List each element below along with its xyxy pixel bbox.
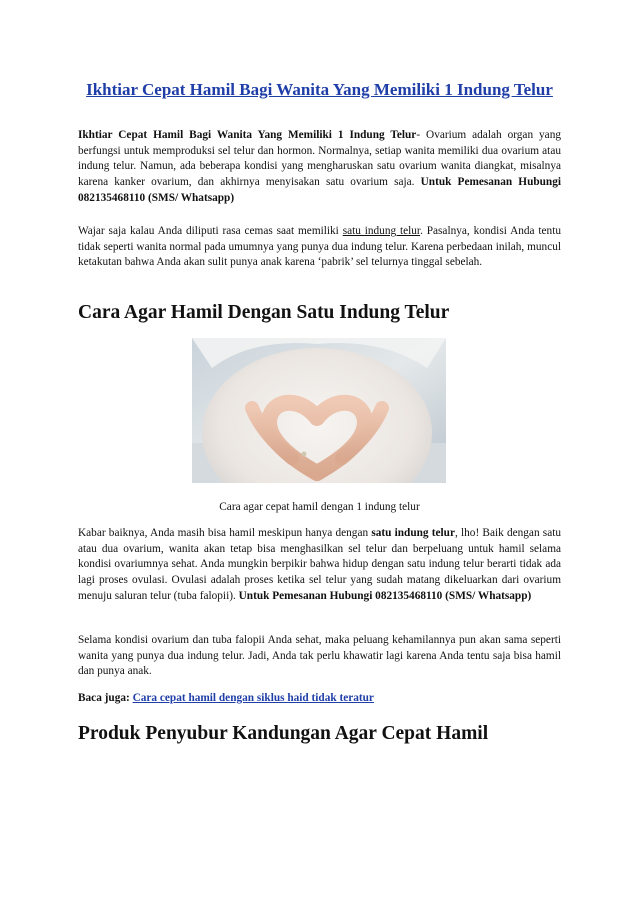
intro-order-info: Untuk Pemesanan Hubungi 082135468110 (SMS/ Whatsapp) <box>78 176 562 204</box>
paragraph-4: Selama kondisi ovarium dan tuba falopii Anda sehat, maka peluang kehamilannya pun akan sama seperti wanita yang punya dua indung telur. Jadi, Anda tak perlu khawatir lagi karena Anda tentu saja bisa hamil dan punya anak. <box>78 634 561 678</box>
pregnant-belly-heart-hands-image <box>192 338 446 483</box>
intro-lead: Ikhtiar Cepat Hamil Bagi Wanita Yang Memiliki 1 Indung Telur <box>78 129 417 141</box>
read-also-link[interactable]: Cara cepat hamil dengan siklus haid tidak teratur <box>132 692 374 704</box>
paragraph-2 <box>78 224 561 271</box>
intro-paragraph <box>78 128 561 207</box>
para3-text-after: , lho! Baik dengan satu atau dua ovarium, wanita akan tetap bisa menghasilkan sel telur dan berpeluang untuk hamil selama kondisi ovariumnya sehat. Anda mungkin berpikir bahwa hidup dengan satu indung telur berarti tidak ada lagi proses ovulasi. Ovulasi adalah proses ketika sel telur yang sudah matang dikeluarkan dari ovarium menuju saluran telur (tuba falopii). <box>78 527 561 602</box>
para2-text-before: Wajar saja kalau Anda diliputi rasa cemas saat memiliki <box>78 225 343 237</box>
section-heading-2: Produk Penyubur Kandungan Agar Cepat Hamil <box>78 723 489 744</box>
photo-illustration <box>192 338 446 483</box>
image-caption: Cara agar cepat hamil dengan 1 indung telur <box>219 501 420 513</box>
para3-order-info: Untuk Pemesanan Hubungi 082135468110 (SMS/ Whatsapp) <box>238 589 532 602</box>
para3-bold: satu indung telur <box>371 527 455 539</box>
para2-text-after: . Pasalnya, kondisi Anda tentu tidak seperti wanita normal pada umumnya yang punya dua indung telur. Karena perbedaan inilah, muncul ketakutan bahwa Anda akan sulit punya anak karena ‘pabrik’ sel telurnya tinggal sebelah. <box>78 225 561 269</box>
read-also <box>78 691 561 707</box>
para3-text-before: Kabar baiknya, Anda masih bisa hamil meskipun hanya dengan <box>78 527 372 539</box>
paragraph-3 <box>78 526 561 605</box>
page-title: Ikhtiar Cepat Hamil Bagi Wanita Yang Memiliki 1 Indung Telur <box>86 80 553 99</box>
para2-underlined: satu indung telur <box>342 225 421 237</box>
read-also-label: Baca juga: <box>78 692 130 704</box>
section-heading-1: Cara Agar Hamil Dengan Satu Indung Telur <box>78 302 450 323</box>
intro-text: - Ovarium adalah organ yang berfungsi untuk memproduksi sel telur dan hormon. Normalnya, setiap wanita memiliki dua ovarium atau indung telur. Namun, ada beberapa kondisi yang mengharuskan satu ovarium wanita diangkat, misalnya karena kanker ovarium, dan akhirnya menyisakan satu ovarium saja. <box>78 129 561 189</box>
